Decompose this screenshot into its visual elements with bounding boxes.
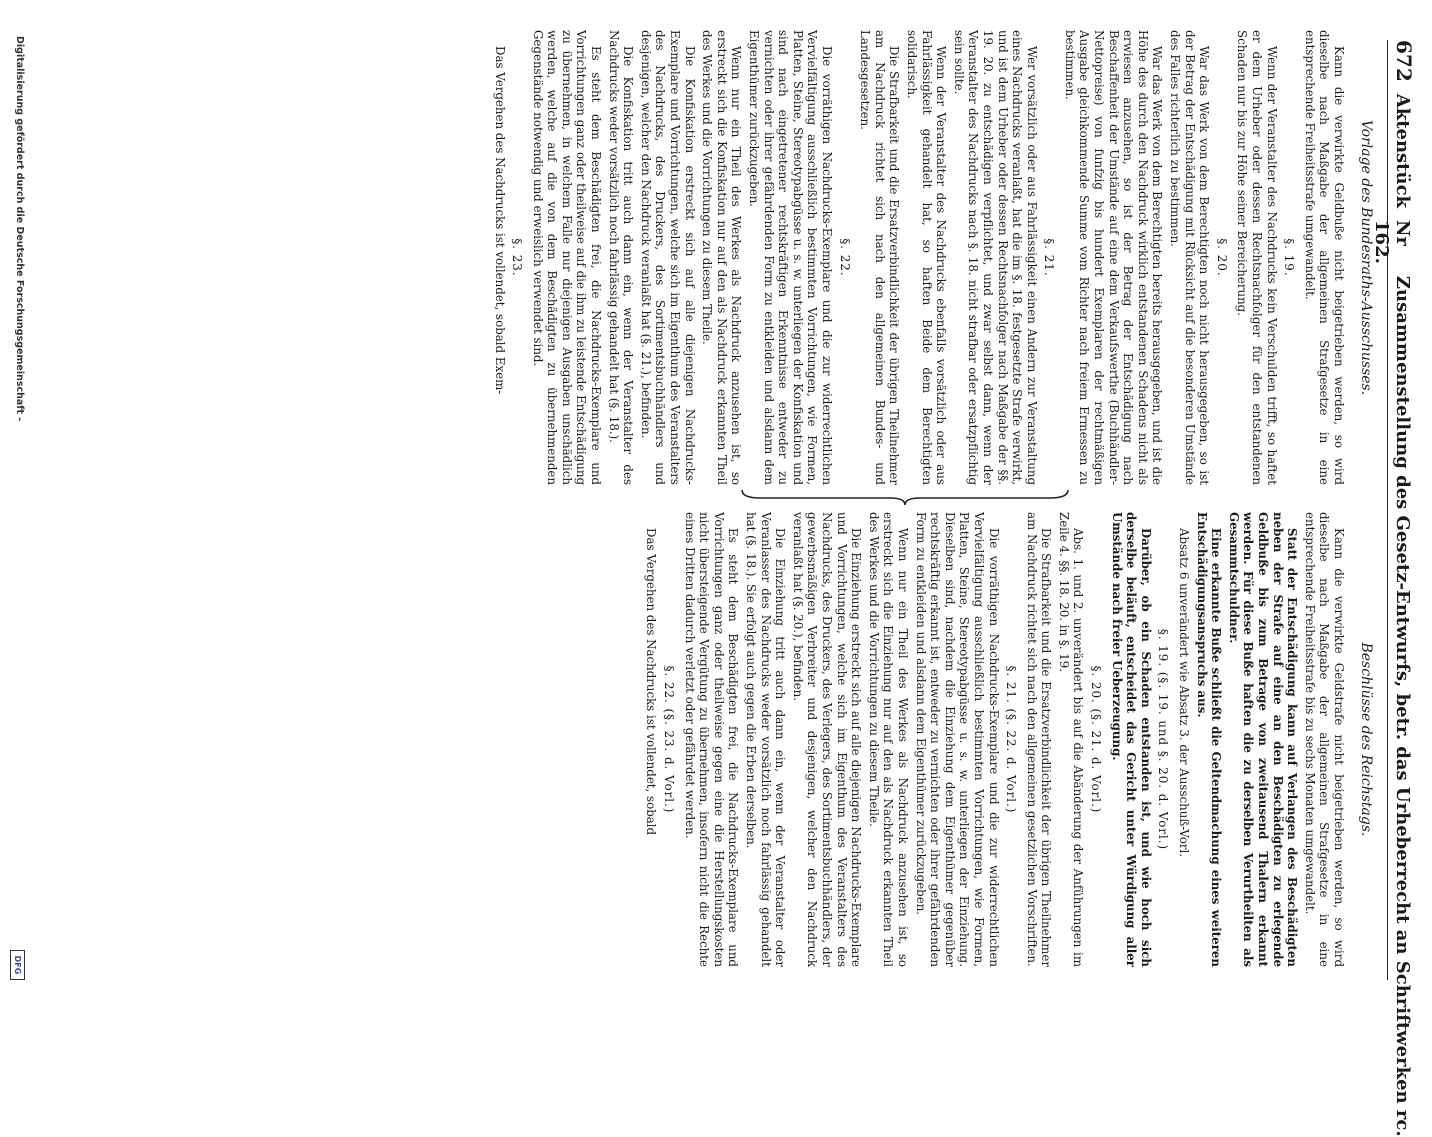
paragraph: Absatz 6 unverändert wie Absatz 3. der Ausschuß-Vorl. — [1177, 528, 1192, 858]
paragraph: War das Werk von dem Berechtigten bereits herausgegeben, und ist die Höhe des durch den Nachdruck wirklich entstandenen Schadens nicht als erwiesen anzusehen, so ist der Betrag der Entschädigung nach Beschaffenheit der Umstände auf eine dem Verkaufswerthe (Buchhändler-Nettopreise) von funfzig bis hundert Exemplaren der rechtmäßigen Ausgabe gleichkommende Summe vom Richter nach freiem Ermessen zu bestimmen. — [1062, 30, 1165, 485]
paragraph: Wer vorsätzlich oder aus Fahrlässigkeit einen Andern zur Veranstaltung eines Nachdrucks veranlaßt, hat die im §. 18. festgesetzte Strafe verwirkt, und ist dem Urheber oder dessen Rechtsnachfolger nach Maßgabe der §§. 19. 20. zu entschädigen verpflichtet, und zwar selbst dann, wenn der Veranstalter des Nachdrucks nach §. 18. nicht strafbar oder ersatzpflichtig sein sollte. — [951, 30, 1039, 485]
page-header — [1371, 40, 1416, 1137]
paragraph: Das Vergehen des Nachdrucks ist vollendet, sobald Exem- — [492, 46, 507, 395]
paragraph: War das Werk von dem Berechtigten noch nicht herausgegeben, so ist der Betrag der Entschädigung mit Rücksicht auf die besonderen Umstände des Falles richterlich zu bestimmen. — [1168, 30, 1212, 485]
section-heading: §. 22. (§. 23. d. Vorl.) — [662, 665, 677, 814]
paragraph: Wenn nur ein Theil des Werkes als Nachdruck anzusehen ist, so erstreckt sich die Einziehung nur auf den als Nachdruck erkannten Theil des Werkes und die Vorrichtungen zu diesem Theile. — [866, 512, 910, 967]
paragraph: Die Konfiskation erstreckt sich auf alle diejenigen Nachdrucks-Exemplare und Vorrichtungen, welche sich im Eigenthum des Veranstalters des Nachdrucks, des Druckers, des Sortimentsbuchhändlers und desjenigen, welcher den Nachdruck veranlaßt hat (§. 21.), befinden. — [638, 30, 697, 485]
document-label: Aktenstück — [1392, 93, 1413, 209]
bold-paragraph: Eine erkannte Buße schließt die Geltendmachung eines weiteren Entschädigungsanspruchs aus. — [1194, 512, 1224, 967]
paragraph: Wenn der Veranstalter des Nachdrucks ebenfalls vorsätzlich oder aus Fahrlässigkeit gehandelt hat, so haften Beide dem Berechtigten solidarisch. — [904, 30, 949, 485]
paragraph: Wenn nur ein Theil des Werkes als Nachdruck anzusehen ist, so erstreckt sich die Konfiskation nur auf den als Nachdruck erkannten Theil des Werkes und die Vorrichtungen zu diesem Theile. — [700, 30, 744, 485]
paragraph: Abs. 1. und 2. unverändert bis auf die Abänderung der Anführungen im Zeile 4. §§. 18. 20. in §. 19. — [1056, 512, 1086, 967]
document-title: Zusammenstellung des Gesetz-Entwurfs, betr. das Urheberrecht an Schriftwerken rc. — [1392, 275, 1413, 1137]
bold-paragraph: Statt der Entschädigung kann auf Verlangen des Beschädigten neben der Strafe auf eine an den Beschädigten zu erlegende Geldbuße bis zum Betrage von zweitausend Thalern erkannt werden. Für diese Buße haften die zu derselben Verurtheilten als Gesammtschuldner. — [1226, 512, 1300, 967]
brace-mark — [740, 488, 1070, 506]
paragraph: Kann die verwirkte Geldstrafe nicht beigetrieben werden, so wird dieselbe nach Maßgabe der allgemeinen Strafgesetze in eine entsprechende Freiheitsstrafe bis zu sechs Monaten umgewandelt. — [1302, 512, 1346, 967]
section-heading: §. 22. — [837, 238, 852, 277]
paragraph: Die Konfiskation tritt auch dann ein, wenn der Veranstalter des Nachdrucks weder vorsätzlich noch fahrlässig gehandelt hat (§. 18.). — [606, 30, 636, 485]
section-heading: §. 19. (§. 19. und §. 20. d. Vorl.) — [1156, 628, 1171, 851]
paragraph: Kann die verwirkte Geldbuße nicht beigetrieben werden, so wird dieselbe nach Maßgabe der allgemeinen Strafgesetze in eine entsprechende Freiheitsstrafe umgewandelt. — [1302, 30, 1346, 485]
paragraph: Die vorräthigen Nachdrucks-Exemplare und die zur widerrechtlichen Vervielfältigung ausschließlich bestimmten Vorrichtungen, wie Formen, Platten, Steine, Stereotypabgüsse u. s. w. unterliegen der Einziehung. Dieselben sind, nachdem die Einziehung dem Eigenthümer gegenüber rechtskräftig erkannt ist, entweder zu vernichten oder ihrer gefährdenden Form zu entkleiden und alsdann dem Eigenthümer zurückzugeben. — [913, 512, 1001, 967]
section-heading: §. 21. (§. 22. d. Vorl.) — [1004, 665, 1019, 814]
left-column — [176, 30, 1346, 485]
paragraph: Die Strafbarkeit und die Ersatzverbindlichkeit der übrigen Theilnehmer am Nachdruck richtet sich nach den allgemeinen gesetzlichen Vorschriften. — [1024, 512, 1054, 967]
digitization-credit: Digitalisierung gefördert durch die Deutsche Forschungsgemeinschaft - — [14, 36, 25, 422]
brace-graphic — [740, 488, 1070, 506]
section-heading: §. 19. — [1282, 238, 1297, 277]
left-column-heading: Vorlage des Bundesraths-Ausschusses. — [1358, 119, 1374, 396]
paragraph: Die Einziehung tritt auch dann ein, wenn der Veranstalter oder Veranlasser des Nachdrucks weder vorsätzlich noch fahrlässig gehandelt hat (§. 18.). Sie erfolgt auch gegen die Erben derselben. — [744, 512, 788, 967]
section-heading: §. 23. — [510, 238, 525, 277]
page-number: 672 — [1392, 40, 1416, 82]
paragraph: Wenn der Veranstalter des Nachdrucks kein Verschulden trifft, so haftet er dem Urheber oder dessen Rechtsnachfolger für den entstandenen Schaden nur bis zur Höhe seiner Bereicherung. — [1235, 30, 1279, 485]
right-column — [176, 512, 1346, 967]
paragraph: Die vorräthigen Nachdrucks-Exemplare und die zur widerrechtlichen Vervielfältigung ausschließlich bestimmten Vorrichtungen, wie Formen, Platten, Steine, Stereotypabgüsse u. s. w. unterliegen der Konfiskation und sind nach eingetretener rechtskräftigen Erkenntnisse entweder zu vernichten oder ihrer gefährdenden Form zu entkleiden und alsdann dem Eigenthümer zurückzugeben. — [747, 30, 834, 485]
paragraph: Es steht dem Beschädigten frei, die Nachdrucks-Exemplare und Vorrichtungen ganz oder theilweise gegen eine die Herstellungskosten nicht übersteigende Vergütung zu übernehmen, insofern nicht die Rechte eines Dritten dadurch verletzt oder gefährdet werden. — [682, 512, 741, 967]
section-heading: §. 20. — [1214, 238, 1229, 277]
right-column-heading: Beschlüsse des Reichstags. — [1358, 642, 1374, 837]
paragraph: Die Strafbarkeit und die Ersatzverbindlichkeit der übrigen Theilnehmer am Nachdruck richtet sich nach den allgemeinen Bundes- und Landesgesetzen. — [858, 30, 902, 485]
document-number: Nr 162. — [1371, 220, 1413, 264]
paragraph: Das Vergehen des Nachdrucks ist vollendet, sobald — [644, 528, 659, 836]
paragraph: Die Einziehung erstreckt sich auf alle diejenigen Nachdrucks-Exemplare und Vorrichtungen, welche sich im Eigenthum des Veranstalters des Nachdrucks, des Druckers, des Verlegers, des Sortimentsbuchhändlers, der gewerbsmäßigen Verbreiter und desjenigen, welcher den Nachdruck veranlaßt hat (§. 20.), befinden. — [790, 512, 864, 967]
section-heading: §. 20. (§. 21. d. Vorl.) — [1089, 665, 1104, 814]
section-heading: §. 21. — [1042, 238, 1057, 277]
bold-paragraph: Darüber, ob ein Schaden entstanden ist, und wie hoch sich derselbe beläuft, entscheidet das Gericht unter Würdigung aller Umstände nach freier Ueberzeugung. — [1109, 512, 1153, 967]
dfg-logo: DFG — [10, 950, 25, 980]
paragraph: Es steht dem Beschädigten frei, die Nachdrucks-Exemplare und Vorrichtungen ganz oder theilweise auf die ihm zu leistende Entschädigung zu übernehmen, in welchem Falle nur diejenigen Ausgaben unschädlich werden, welche auf die von dem Beschädigten zu übernehmenden Gegenstände notwendig und erweislich verwendet sind. — [530, 30, 604, 485]
